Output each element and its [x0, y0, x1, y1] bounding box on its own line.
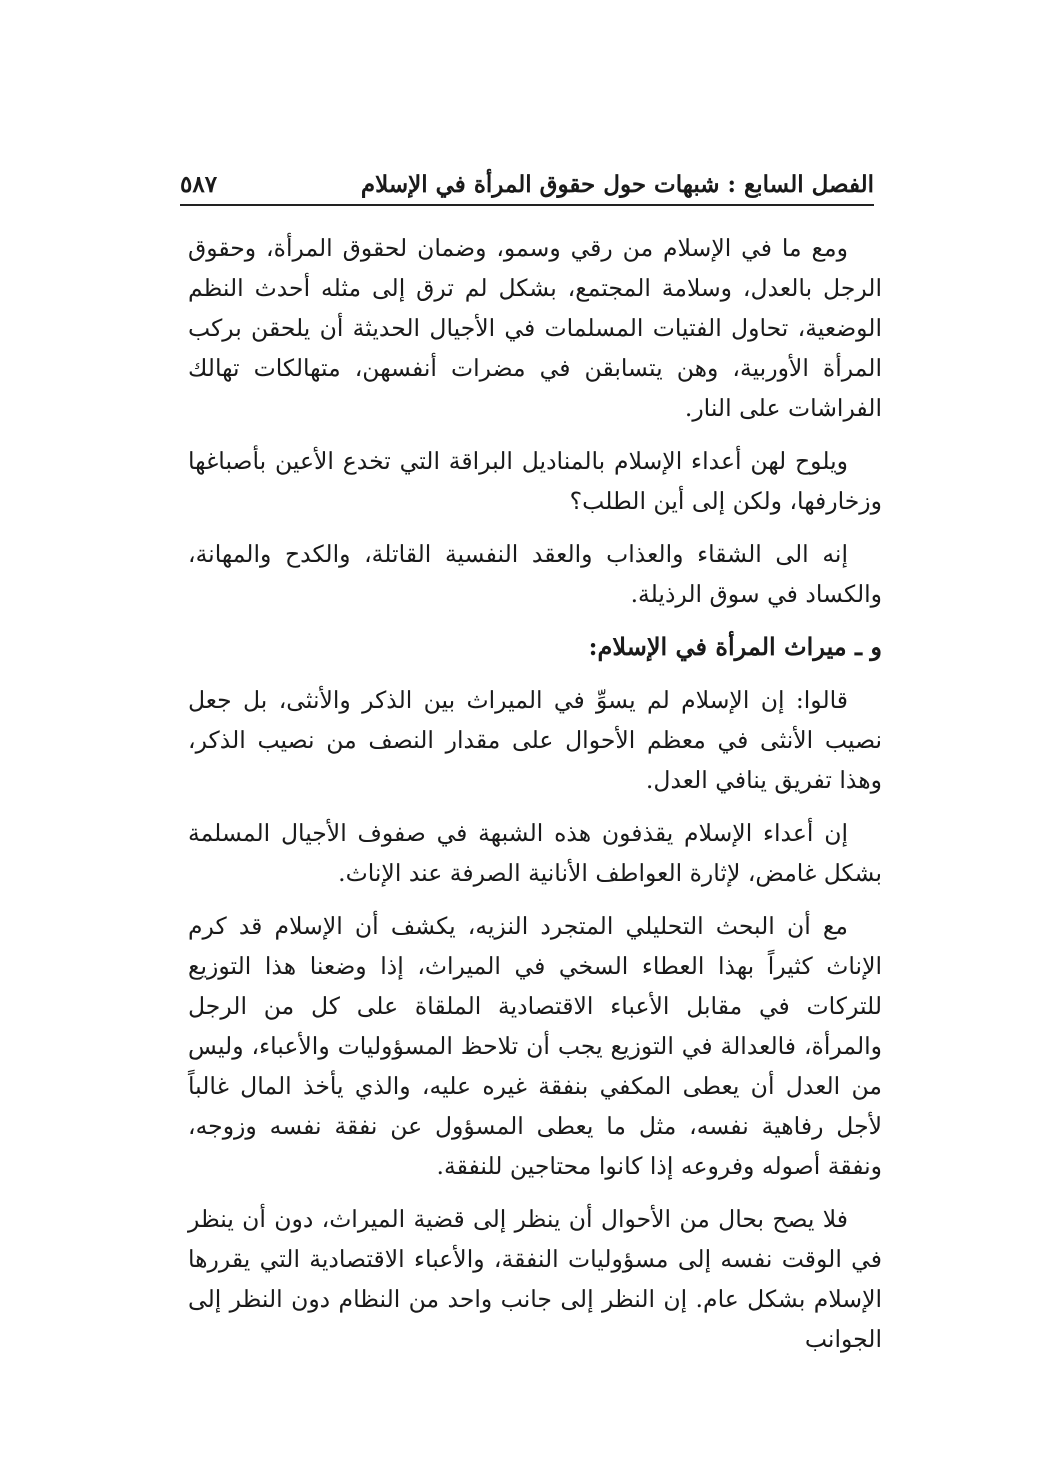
paragraph-2: ويلوح لهن أعداء الإسلام بالمناديل البراقة التي تخدع الأعين بأصباغها وزخارفها، ولكن إلى أين الطلب؟ — [188, 447, 882, 515]
paragraph-5: إن أعداء الإسلام يقذفون هذه الشبهة في صفوف الأجيال المسلمة بشكل غامض، لإثارة العواطف الأنانية الصرفة عند الإناث. — [188, 819, 882, 887]
paragraph-7: فلا يصح بحال من الأحوال أن ينظر إلى قضية الميراث، دون أن ينظر في الوقت نفسه إلى مسؤوليات النفقة، والأعباء الاقتصادية التي يقررها الإسلام بشكل عام. إن النظر إلى جانب واحد من النظام دون النظر إلى الجوانب — [188, 1205, 882, 1353]
paragraph-4: قالوا: إن الإسلام لم يسوِّ في الميراث بين الذكر والأنثى، بل جعل نصيب الأنثى في معظم الأحوال على مقدار النصف من نصيب الذكر، وهذا تفريق ينافي العدل. — [188, 686, 882, 794]
running-title: الفصل السابع : شبهات حول حقوق المرأة في الإسلام — [360, 171, 874, 198]
paragraph-1: ومع ما في الإسلام من رقي وسمو، وضمان لحقوق المرأة، وحقوق الرجل بالعدل، وسلامة المجتمع، بشكل لم ترق إلى مثله أحدث النظم الوضعية، تحاول الفتيات المسلمات في الأجيال الحديثة أن يلحقن بركب المرأة الأوربية، وهن يتسابقن في مضرات أنفسهن، متهالكات تهالك الفراشات على النار. — [188, 234, 882, 422]
page-number: ٥٨٧ — [180, 171, 218, 198]
section-heading: و ـ ميراث المرأة في الإسلام: — [588, 632, 882, 661]
paragraph-3: إنه الى الشقاء والعذاب والعقد النفسية القاتلة، والكدح والمهانة، والكساد في سوق الرذيلة. — [188, 540, 882, 608]
paragraph-6: مع أن البحث التحليلي المتجرد النزيه، يكشف أن الإسلام قد كرم الإناث كثيراً بهذا العطاء السخي في الميراث، إذا وضعنا هذا التوزيع للتركات في مقابل الأعباء الاقتصادية الملقاة على كل من الرجل والمرأة، فالعدالة في التوزيع يجب أن تلاحظ المسؤوليات والأعباء، وليس من العدل أن يعطى المكفي بنفقة غيره عليه، والذي يأخذ المال غالباً لأجل رفاهية نفسه، مثل ما يعطى المسؤول عن نفقة نفسه وزوجه، ونفقة أصوله وفروعه إذا كانوا محتاجين للنفقة. — [188, 912, 882, 1180]
page-body — [188, 228, 882, 1372]
page-header — [180, 158, 874, 206]
